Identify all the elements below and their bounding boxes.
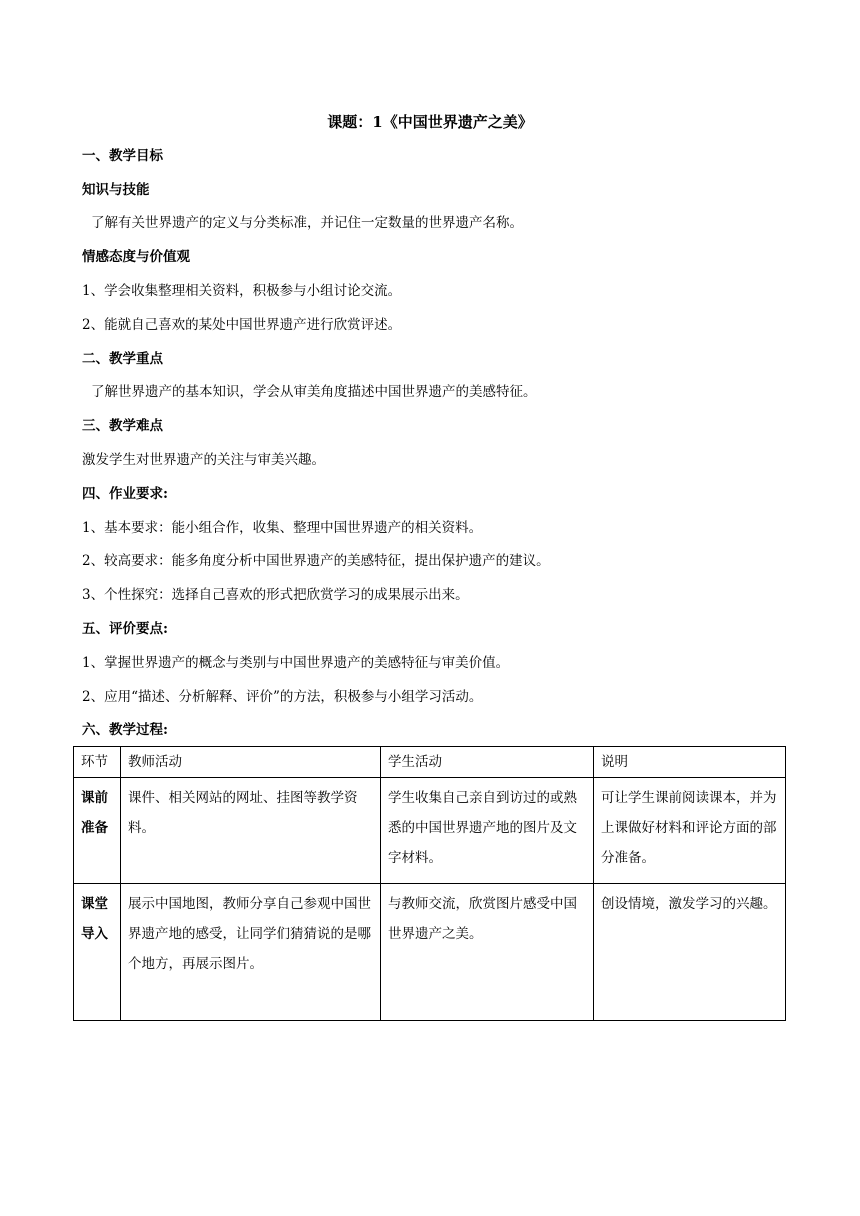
- paragraph-difficulties: 激发学生对世界遗产的关注与审美兴趣。: [82, 452, 325, 468]
- table-header-cell: 环节: [74, 747, 121, 778]
- table-cell-teacher: 课件、相关网站的网址、挂图等教学资料。: [121, 778, 381, 884]
- list-item-evaluation-2: 2、应用“描述、分析解释、评价”的方法，积极参与小组学习活动。: [82, 689, 483, 705]
- section-heading-evaluation: 五、评价要点:: [82, 621, 168, 637]
- section-heading-key-points: 二、教学重点: [82, 351, 163, 367]
- section-heading-difficulties: 三、教学难点: [82, 418, 163, 434]
- list-item-emotion-2: 2、能就自己喜欢的某处中国世界遗产进行欣赏评述。: [82, 317, 402, 333]
- table-cell-note: 创设情境，激发学习的兴趣。: [594, 884, 786, 1021]
- table-cell-teacher: 展示中国地图，教师分享自己参观中国世界遗产地的感受，让同学们猜猜说的是哪个地方，再展示图片。: [121, 884, 381, 1021]
- table-cell-student: 学生收集自己亲自到访过的或熟悉的中国世界遗产地的图片及文字材料。: [381, 778, 594, 884]
- table-header-cell: 教师活动: [121, 747, 381, 778]
- section-heading-objectives: 一、教学目标: [82, 148, 163, 164]
- teaching-process-table: [73, 746, 786, 1021]
- table-cell-note: 可让学生课前阅读课本，并为上课做好材料和评论方面的部分准备。: [594, 778, 786, 884]
- section-heading-homework: 四、作业要求:: [82, 486, 168, 502]
- subheading-emotion-values: 情感态度与价值观: [82, 249, 190, 265]
- table-header-cell: 说明: [594, 747, 786, 778]
- list-item-homework-2: 2、较高要求：能多角度分析中国世界遗产的美感特征，提出保护遗产的建议。: [82, 553, 550, 569]
- table-cell-stage: 课堂导入: [74, 884, 121, 1021]
- section-heading-process: 六、教学过程:: [82, 722, 168, 738]
- table-header-cell: 学生活动: [381, 747, 594, 778]
- paragraph-key-points: 了解世界遗产的基本知识，学会从审美角度描述中国世界遗产的美感特征。: [91, 384, 537, 400]
- list-item-homework-1: 1、基本要求：能小组合作，收集、整理中国世界遗产的相关资料。: [82, 520, 483, 536]
- table-cell-student: 与教师交流，欣赏图片感受中国世界遗产之美。: [381, 884, 594, 1021]
- list-item-evaluation-1: 1、掌握世界遗产的概念与类别与中国世界遗产的美感特征与审美价值。: [82, 655, 510, 671]
- document-title: 课题：1《中国世界遗产之美》: [327, 113, 533, 131]
- paragraph-knowledge-skills: 了解有关世界遗产的定义与分类标准，并记住一定数量的世界遗产名称。: [91, 215, 523, 231]
- table-cell-stage: 课前准备: [74, 778, 121, 884]
- list-item-homework-3: 3、个性探究：选择自己喜欢的形式把欣赏学习的成果展示出来。: [82, 587, 469, 603]
- table-row: [74, 778, 786, 884]
- subheading-knowledge-skills: 知识与技能: [82, 182, 150, 198]
- table-header-row: [74, 747, 786, 778]
- list-item-emotion-1: 1、学会收集整理相关资料，积极参与小组讨论交流。: [82, 283, 402, 299]
- table-row: [74, 884, 786, 1021]
